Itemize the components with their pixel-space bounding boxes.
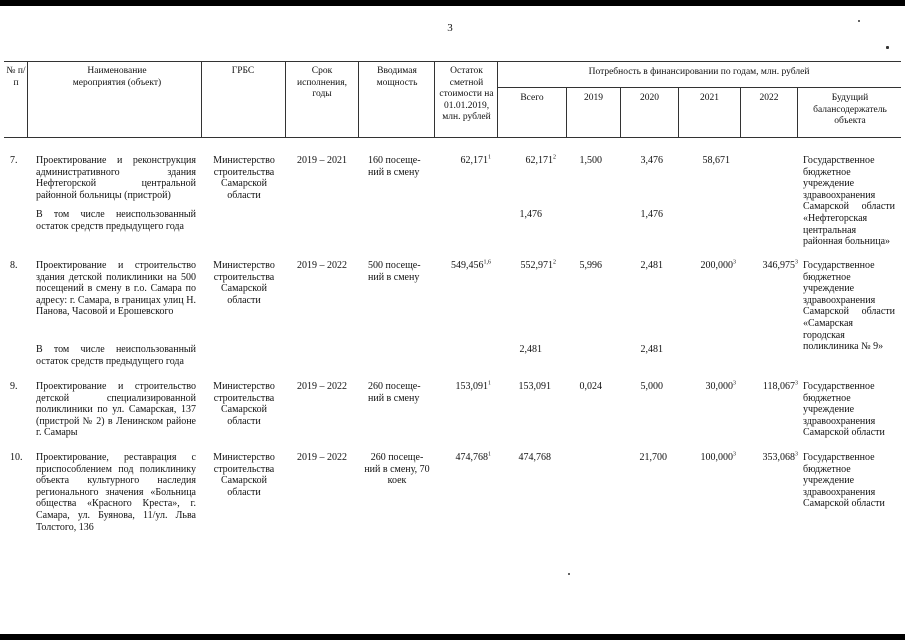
header-divider xyxy=(566,87,567,138)
row-grbs: Министерство строительства Самарской области xyxy=(213,155,275,201)
row-2022: 353,068$^3$ xyxy=(762,451,798,463)
header-grbs: ГРБС xyxy=(231,66,255,76)
row-capacity: 260 посеще-ний в смену, 70 коек xyxy=(364,452,430,487)
row-total: 62,171$^2$ xyxy=(525,154,556,166)
header-divider xyxy=(27,61,28,138)
row-subline: В том числе неиспользованный остаток средств предыдущего года xyxy=(36,209,196,232)
header-2022: 2022 xyxy=(759,93,779,103)
header-term: Срок исполнения, годы xyxy=(297,66,347,99)
header-bottom-rule xyxy=(4,137,901,138)
header-2021: 2021 xyxy=(700,93,719,103)
header-name: Наименование мероприятия (объект) xyxy=(72,66,162,88)
header-2020: 2020 xyxy=(640,93,659,103)
row-grbs: Министерство строительства Самарской области xyxy=(213,452,275,498)
header-divider xyxy=(358,61,359,138)
row-2021: 30,000$^3$ xyxy=(705,380,736,392)
row-2020: 21,700 xyxy=(639,452,667,463)
header-divider xyxy=(285,61,286,138)
header-divider xyxy=(740,87,741,138)
row-2022: 346,975$^3$ xyxy=(762,259,798,271)
header-divider xyxy=(497,61,498,138)
row-sub-total: 2,481 xyxy=(519,344,542,355)
row-num: 8. xyxy=(10,260,18,271)
header-group-rule xyxy=(497,87,901,88)
row-2021: 200,000$^3$ xyxy=(700,259,736,271)
row-num: 9. xyxy=(10,381,18,392)
row-grbs: Министерство строительства Самарской области xyxy=(213,381,275,427)
row-name: Проектирование, реставрация с приспособлением под поликлинику объекта культурного наследия регионального значения «Больница общества «Красного Креста», г. Самара, ул. Буянова, 11/ул. Льва Толстого, 136 xyxy=(36,452,196,533)
row-capacity: 160 посеще-ний в смену xyxy=(368,155,421,178)
row-term: 2019 – 2022 xyxy=(297,260,347,271)
row-term: 2019 – 2022 xyxy=(297,452,347,463)
header-capacity: Вводимая мощность xyxy=(376,66,418,88)
header-num: № п/п xyxy=(6,66,26,88)
scan-top-border xyxy=(0,0,905,6)
row-holder: Государственное бюджетное учреждение здравоохранения Самарской области xyxy=(803,381,885,439)
scan-bottom-border xyxy=(0,634,905,640)
row-sub-2020: 1,476 xyxy=(640,209,663,220)
row-total: 552,971$^2$ xyxy=(520,259,556,271)
row-holder: Государственное бюджетное учреждение здравоохранения Самарской области «Самарская городская поликлиника № 9» xyxy=(803,260,895,353)
scan-speck xyxy=(568,573,570,575)
header-holder: Будущий балансодержатель объекта xyxy=(813,93,887,126)
header-total: Всего xyxy=(520,93,544,103)
row-2019: 0,024 xyxy=(579,381,602,392)
row-remainder: 474,768$^1$ xyxy=(455,451,491,463)
header-need-group: Потребность в финансировании по годам, млн. рублей xyxy=(588,67,810,77)
row-num: 7. xyxy=(10,155,18,166)
scan-speck xyxy=(858,20,860,22)
header-remainder: Остаток сметной стоимости на 01.01.2019, млн. рублей xyxy=(439,66,494,122)
page-number: 3 xyxy=(447,22,453,34)
header-divider xyxy=(201,61,202,138)
header-divider xyxy=(434,61,435,138)
row-holder: Государственное бюджетное учреждение здравоохранения Самарской области xyxy=(803,452,885,510)
row-name: Проектирование и реконструкция административного здания Нефтегорской центральной районной больницы (пристрой) xyxy=(36,155,196,201)
row-subline: В том числе неиспользованный остаток средств предыдущего года xyxy=(36,344,196,367)
row-total: 153,091 xyxy=(518,381,551,392)
row-num: 10. xyxy=(10,452,23,463)
row-2021: 100,000$^3$ xyxy=(700,451,736,463)
header-2019: 2019 xyxy=(584,93,603,103)
row-name: Проектирование и строительство здания детской поликлиники на 500 посещений в смену в г.о. Самара по адресу: г. Самара, в границах улиц Н. Панова, Часовой и Ерошевского xyxy=(36,260,196,318)
row-2021: 58,671 xyxy=(702,155,730,166)
row-2019: 1,500 xyxy=(579,155,602,166)
row-sub-total: 1,476 xyxy=(519,209,542,220)
row-total: 474,768 xyxy=(518,452,551,463)
header-divider xyxy=(620,87,621,138)
row-holder: Государственное бюджетное учреждение здравоохранения Самарской области «Нефтегорская центральная районная больница» xyxy=(803,155,895,248)
row-remainder: 549,456$^{1,6}$ xyxy=(451,259,491,271)
row-2022: 118,067$^3$ xyxy=(762,380,798,392)
row-grbs: Министерство строительства Самарской области xyxy=(213,260,275,306)
row-term: 2019 – 2021 xyxy=(297,155,347,166)
row-term: 2019 – 2022 xyxy=(297,381,347,392)
row-2020: 3,476 xyxy=(640,155,663,166)
row-2020: 5,000 xyxy=(640,381,663,392)
row-remainder: 153,091$^1$ xyxy=(455,380,491,392)
row-capacity: 500 посеще-ний в смену xyxy=(368,260,421,283)
row-remainder: 62,171$^1$ xyxy=(460,154,491,166)
header-divider xyxy=(678,87,679,138)
row-2019: 5,996 xyxy=(579,260,602,271)
scan-speck xyxy=(886,46,889,49)
table-top-rule xyxy=(4,61,901,62)
header-divider xyxy=(797,87,798,138)
row-sub-2020: 2,481 xyxy=(640,344,663,355)
row-name: Проектирование и строительство детской специализированной поликлиники по ул. Самарская, 137 (пристрой № 2) в Ленинском районе г. Самары xyxy=(36,381,196,439)
row-capacity: 260 посеще-ний в смену xyxy=(368,381,421,404)
row-2020: 2,481 xyxy=(640,260,663,271)
